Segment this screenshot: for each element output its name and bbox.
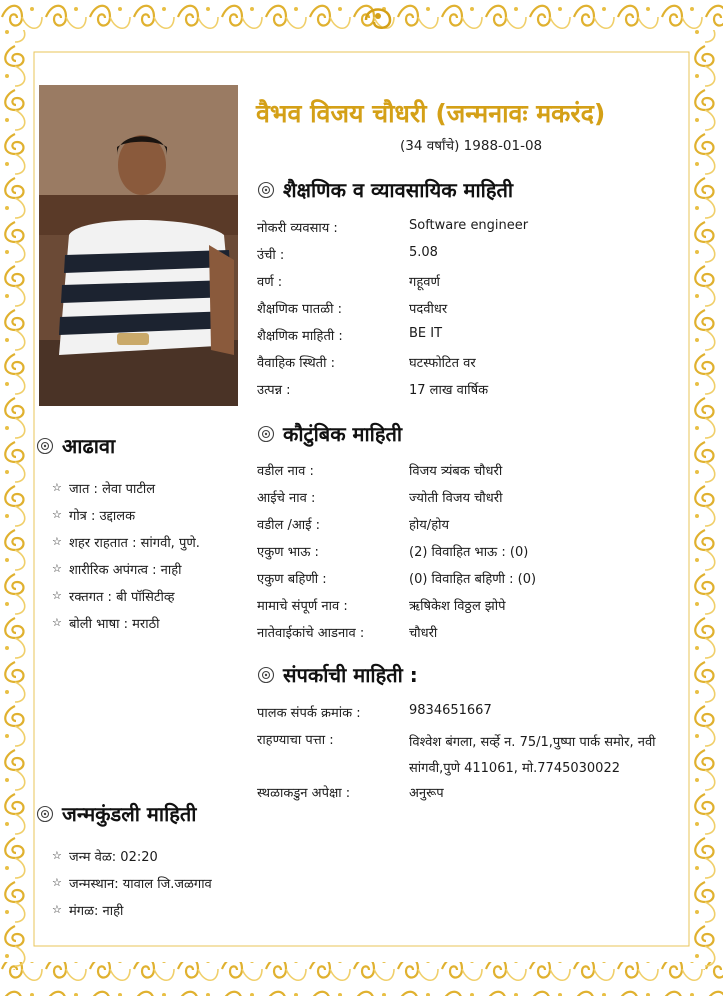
- ornament-icon: [36, 805, 54, 823]
- table-row: एकुण बहिणी : (0) विवाहित बहिणी : (0): [257, 572, 537, 587]
- table-row: शैक्षणिक पातळी : पदवीधर: [257, 302, 448, 317]
- list-item: ☆ गोत्र : उद्दालक: [52, 508, 136, 524]
- section-title-family: [257, 420, 402, 447]
- ornament-icon: [36, 437, 54, 455]
- contact-table: [257, 703, 656, 810]
- person-photo-icon: [39, 85, 238, 406]
- section-title-family-text: कौटुंबिक माहिती: [283, 422, 403, 446]
- star-icon: ☆: [52, 562, 62, 575]
- ornament-icon: [257, 666, 275, 684]
- profile-photo: [39, 85, 238, 406]
- table-row: राहण्याचा पत्ता : विश्वेश बंगला, सर्व्हे न. 75/1,पुष्पा पार्क समोर, नवी सांगवी,पुणे 411061, मो.7745030022: [257, 730, 656, 783]
- table-row: वडील नाव : विजय त्र्यंबक चौधरी: [257, 464, 503, 479]
- table-row: पालक संपर्क क्रमांक : 9834651667: [257, 703, 492, 721]
- table-row: शैक्षणिक माहिती : BE IT: [257, 326, 443, 344]
- table-row: नातेवाईकांचे आडनाव : चौधरी: [257, 626, 438, 641]
- ornament-icon: [257, 425, 275, 443]
- list-item: ☆ जात : लेवा पाटील: [52, 481, 156, 497]
- education-table: [257, 218, 528, 407]
- list-item: ☆ मंगळ: नाही: [52, 903, 124, 919]
- section-title-summary: [36, 432, 115, 459]
- star-icon: ☆: [52, 849, 62, 862]
- profile-name: वैभव विजय चौधरी (जन्मनावः मकरंद): [256, 99, 606, 128]
- star-icon: ☆: [52, 508, 62, 521]
- star-icon: ☆: [52, 903, 62, 916]
- section-title-horoscope-text: जन्मकुंडली माहिती: [62, 802, 197, 826]
- table-row: वैवाहिक स्थिती : घटस्फोटित वर: [257, 356, 476, 371]
- family-table: [257, 461, 536, 650]
- section-title-contact: [257, 661, 418, 688]
- address-line-2: सांगवी,पुणे 411061, मो.7745030022: [409, 761, 620, 776]
- list-item: ☆ बोली भाषा : मराठी: [52, 616, 160, 632]
- section-title-horoscope: [36, 800, 196, 827]
- table-row: स्थळाकडुन अपेक्षा : अनुरूप: [257, 786, 444, 801]
- table-row: मामाचे संपूर्ण नाव : ऋषिकेश विठ्ठल झोपे: [257, 599, 506, 614]
- section-title-education: [257, 176, 513, 203]
- table-row: एकुण भाऊ : (2) विवाहित भाऊ : (0): [257, 545, 529, 560]
- star-icon: ☆: [52, 876, 62, 889]
- table-row: उंची : 5.08: [257, 245, 438, 263]
- table-row: आईचे नाव : ज्योती विजय चौधरी: [257, 491, 503, 506]
- summary-list: [52, 474, 200, 636]
- list-item: ☆ शारीरिक अपंगत्व : नाही: [52, 562, 182, 578]
- section-title-contact-text: संपर्काची माहिती :: [283, 663, 418, 687]
- section-title-education-text: शैक्षणिक व व्यावसायिक माहिती: [283, 178, 514, 202]
- table-row: नोकरी व्यवसाय : Software engineer: [257, 218, 529, 236]
- table-row: उत्पन्न : 17 लाख वार्षिक: [257, 383, 489, 398]
- age-dob: (34 वर्षांचे) 1988-01-08: [400, 138, 543, 154]
- list-item: ☆ जन्म वेळ: 02:20: [52, 849, 158, 865]
- star-icon: ☆: [52, 589, 62, 602]
- list-item: ☆ शहर राहतात : सांगवी, पुणे.: [52, 535, 200, 551]
- star-icon: ☆: [52, 481, 62, 494]
- table-row: वडील /आई : होय/होय: [257, 518, 449, 533]
- ornament-icon: [257, 181, 275, 199]
- list-item: ☆ रक्तगत : बी पॉसिटीव्ह: [52, 589, 175, 605]
- table-row: वर्ण : गहूवर्ण: [257, 275, 440, 290]
- star-icon: ☆: [52, 535, 62, 548]
- horoscope-list: [52, 842, 212, 923]
- address-line-1: विश्वेश बंगला, सर्व्हे न. 75/1,पुष्पा पार्क समोर, नवी: [409, 735, 656, 750]
- section-title-summary-text: आढावा: [62, 434, 116, 458]
- star-icon: ☆: [52, 616, 62, 629]
- list-item: ☆ जन्मस्थान: यावाल जि.जळगाव: [52, 876, 212, 892]
